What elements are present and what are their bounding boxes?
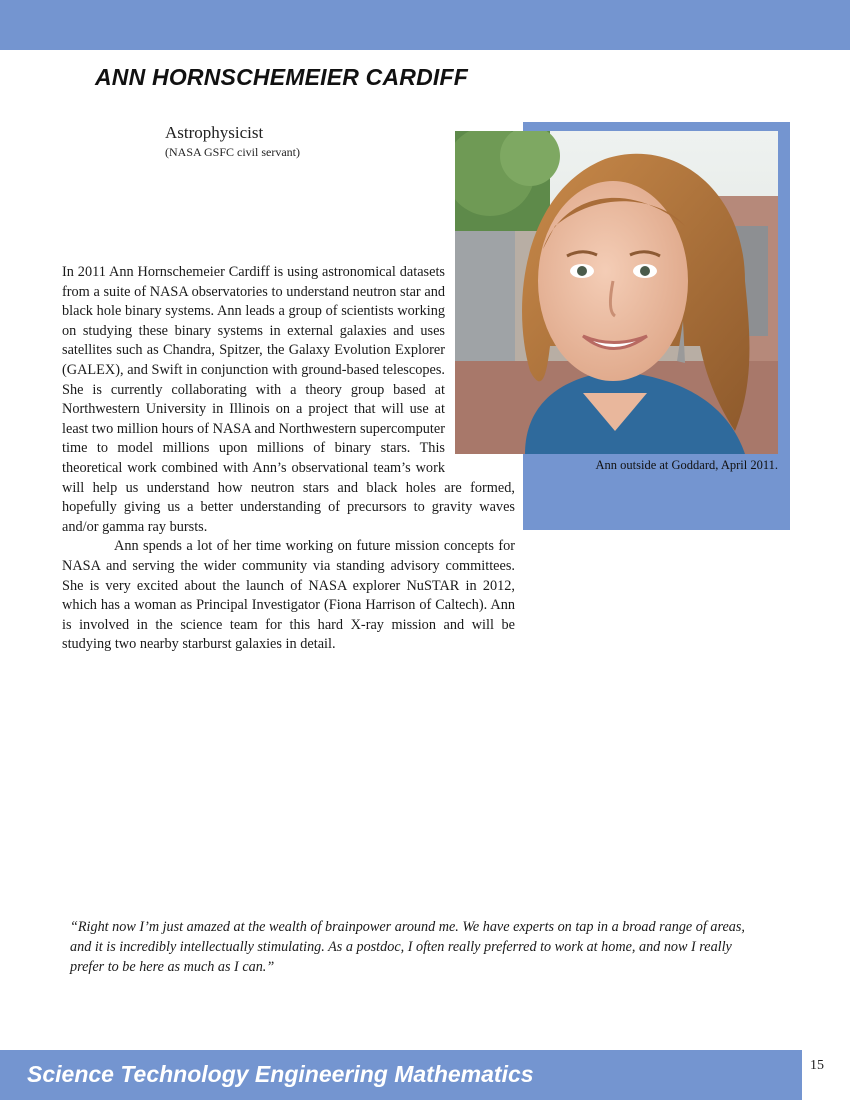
biography-text (62, 263, 515, 655)
photo-caption: Ann outside at Goddard, April 2011. (595, 458, 778, 472)
top-banner (0, 0, 850, 50)
biography-paragraph-1: In 2011 Ann Hornschemeier Cardiff is using astronomical datasets from a suite of NASA observatories to understand neutron star and black hole binary systems. Ann leads a group of scientists working on studying these binary systems in external galaxies and uses satellites such as Chandra, Spitzer, the Galaxy Evolution Explorer (GALEX), and Swift in conjunction with ground-based telescopes. She is currently collaborating with a theory group based at Northwestern University in Illinois on a project that will use at least two million hours of NASA and Northwestern supercomputer time to model millions upon millions of binary stars. This theoretical work combined with Ann’s observational team’s work will help us understand how neutron stars and black holes are formed, hopefully giving us a better understanding of precursors to gravity waves and/or gamma ray bursts. (62, 264, 515, 535)
affiliation-label: (NASA GSFC civil servant) (165, 145, 300, 159)
biography-paragraph-2: Ann spends a lot of her time working on future mission concepts for NASA and serving the wider community via standing advisory committees. She is very excited about the launch of NASA explorer NuSTAR in 2012, which has a woman as Principal Investigator (Fiona Harrison of Caltech). Ann is involved in the science team for this hard X-ray mission and will be studying two nearby starburst galaxies in detail. (62, 538, 515, 653)
footer-title: Science Technology Engineering Mathematics (27, 1061, 534, 1087)
page-title: ANN HORNSCHEMEIER CARDIFF (95, 64, 468, 90)
pull-quote: “Right now I’m just amazed at the wealth of brainpower around me. We have experts on tap in a broad range of areas, and it is incredibly intellectually stimulating. As a postdoc, I often really preferred to work at home, and now I really prefer to be here as much as I can.” (70, 919, 745, 975)
role-label: Astrophysicist (165, 123, 264, 142)
page-number: 15 (810, 1058, 824, 1073)
